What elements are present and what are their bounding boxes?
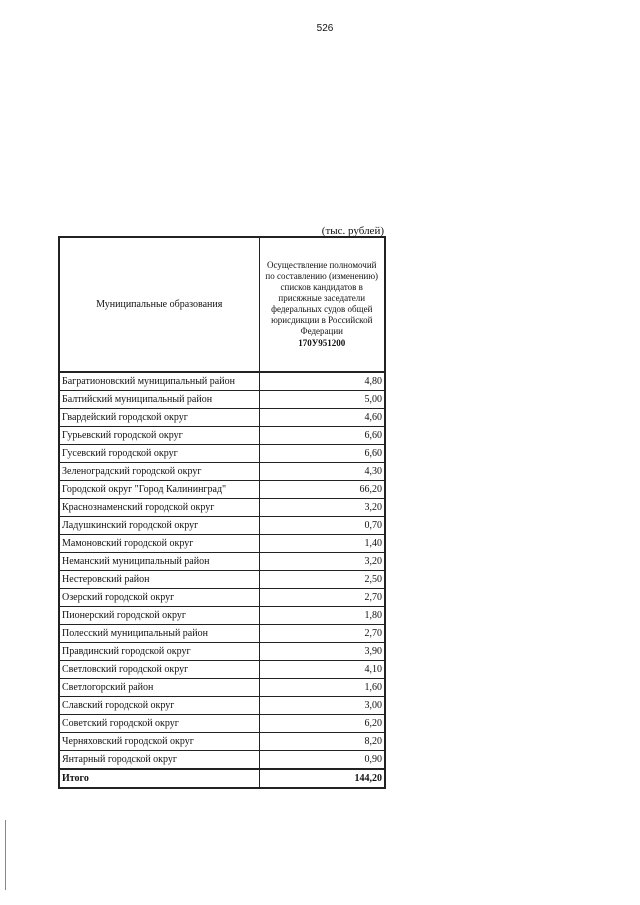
units-label: (тыс. рублей) — [321, 225, 384, 237]
table-row — [59, 427, 385, 445]
municipality-name-cell: Черняховский городской округ — [59, 733, 259, 751]
table-row — [59, 499, 385, 517]
total-row — [59, 769, 385, 788]
amount-cell: 0,70 — [259, 517, 385, 535]
table-row — [59, 391, 385, 409]
amount-cell: 3,20 — [259, 553, 385, 571]
table-row — [59, 517, 385, 535]
table-row — [59, 481, 385, 499]
column-header-municipality-label: Муниципальные образования — [96, 299, 223, 310]
amount-cell: 4,80 — [259, 372, 385, 391]
amount-cell: 0,90 — [259, 751, 385, 770]
table-row — [59, 445, 385, 463]
municipality-name-cell: Полесский муниципальный район — [59, 625, 259, 643]
municipality-name-cell: Янтарный городской округ — [59, 751, 259, 770]
table-row — [59, 589, 385, 607]
table-row — [59, 409, 385, 427]
column-header-value-label: Осуществление полномочий по составлению (изменению) списков кандидатов в присяжные заседатели федеральных судов общей юрисдикции в Российской Федерации — [265, 260, 379, 336]
amount-cell: 2,70 — [259, 589, 385, 607]
amount-cell: 1,60 — [259, 679, 385, 697]
municipality-name-cell: Светлогорский район — [59, 679, 259, 697]
table-row — [59, 607, 385, 625]
amount-cell: 3,20 — [259, 499, 385, 517]
municipality-name-cell: Светловский городской округ — [59, 661, 259, 679]
municipality-name-cell: Пионерский городской округ — [59, 607, 259, 625]
amount-cell: 4,60 — [259, 409, 385, 427]
municipality-name-cell: Правдинский городской округ — [59, 643, 259, 661]
municipality-name-cell: Зеленоградский городской округ — [59, 463, 259, 481]
municipality-name-cell: Багратионовский муниципальный район — [59, 372, 259, 391]
amount-cell: 4,30 — [259, 463, 385, 481]
table-row — [59, 661, 385, 679]
scan-margin-mark — [5, 820, 6, 890]
municipality-name-cell: Озерский городской округ — [59, 589, 259, 607]
table-header-row — [59, 237, 385, 372]
amount-cell: 6,60 — [259, 445, 385, 463]
amount-cell: 5,00 — [259, 391, 385, 409]
municipality-name-cell: Славский городской округ — [59, 697, 259, 715]
municipality-name-cell: Гусевский городской округ — [59, 445, 259, 463]
table-row — [59, 643, 385, 661]
table-row — [59, 679, 385, 697]
amount-cell: 4,10 — [259, 661, 385, 679]
table-row — [59, 372, 385, 391]
municipality-name-cell: Ладушкинский городской округ — [59, 517, 259, 535]
total-amount-cell: 144,20 — [259, 769, 385, 788]
amount-cell: 66,20 — [259, 481, 385, 499]
amount-cell: 8,20 — [259, 733, 385, 751]
column-header-code: 170У951200 — [298, 338, 346, 348]
page-number: 526 — [316, 23, 334, 34]
amount-cell: 2,50 — [259, 571, 385, 589]
municipality-name-cell: Нестеровский район — [59, 571, 259, 589]
table-row — [59, 553, 385, 571]
municipality-name-cell: Краснознаменский городской округ — [59, 499, 259, 517]
budget-table — [58, 236, 386, 789]
amount-cell: 6,20 — [259, 715, 385, 733]
municipality-name-cell: Мамоновский городской округ — [59, 535, 259, 553]
municipality-name-cell: Советский городской округ — [59, 715, 259, 733]
municipality-name-cell: Неманский муниципальный район — [59, 553, 259, 571]
amount-cell: 3,00 — [259, 697, 385, 715]
column-header-municipality — [59, 237, 259, 372]
table-row — [59, 625, 385, 643]
municipality-name-cell: Балтийский муниципальный район — [59, 391, 259, 409]
municipality-name-cell: Городской округ "Город Калининград" — [59, 481, 259, 499]
amount-cell: 1,80 — [259, 607, 385, 625]
amount-cell: 6,60 — [259, 427, 385, 445]
table-row — [59, 571, 385, 589]
total-label-cell: Итого — [59, 769, 259, 788]
amount-cell: 1,40 — [259, 535, 385, 553]
column-header-value — [259, 237, 385, 372]
table-row — [59, 697, 385, 715]
table-row — [59, 733, 385, 751]
table-row — [59, 715, 385, 733]
municipality-name-cell: Гвардейский городской округ — [59, 409, 259, 427]
table-row — [59, 751, 385, 770]
table-row — [59, 463, 385, 481]
table-row — [59, 535, 385, 553]
amount-cell: 3,90 — [259, 643, 385, 661]
amount-cell: 2,70 — [259, 625, 385, 643]
municipality-name-cell: Гурьевский городской округ — [59, 427, 259, 445]
